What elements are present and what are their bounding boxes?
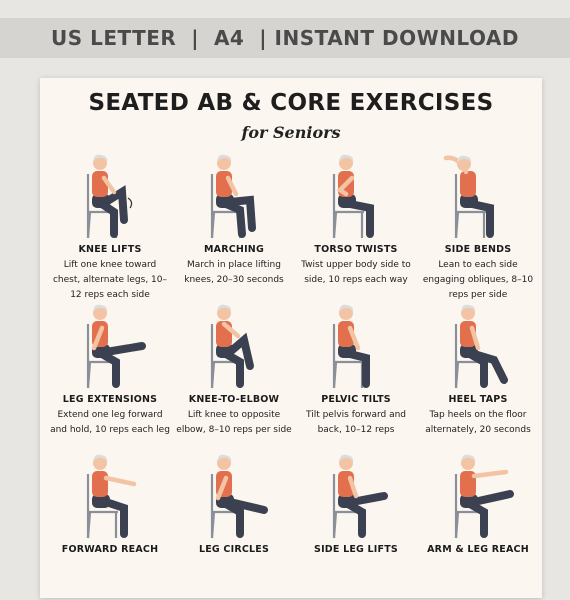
format-banner <box>0 18 570 58</box>
exercise-card <box>414 450 542 600</box>
exercise-name: SIDE BENDS <box>444 244 512 255</box>
forward-reach-figure-icon <box>80 450 140 545</box>
exercise-description: Lean to each side engaging obliques, 8–10 reps per side <box>422 260 534 300</box>
heel-tap-figure-icon <box>448 300 508 395</box>
exercise-description: Tap heels on the floor alternately, 20 seconds <box>425 410 531 435</box>
exercise-card <box>46 450 174 600</box>
exercise-name: ARM & LEG REACH <box>427 544 529 555</box>
side-leg-lift-figure-icon <box>326 450 386 545</box>
exercise-name: PELVIC TILTS <box>321 394 391 405</box>
poster-title: SEATED AB & CORE EXERCISES <box>88 90 494 116</box>
exercise-name: KNEE LIFTS <box>78 244 142 255</box>
exercise-card <box>414 150 542 300</box>
exercise-description: Tilt pelvis forward and back, 10–12 reps <box>305 410 407 435</box>
leg-extension-figure-icon <box>80 300 140 395</box>
exercise-name: LEG CIRCLES <box>198 544 270 555</box>
exercise-card <box>170 150 298 300</box>
exercise-name: TORSO TWISTS <box>314 244 398 255</box>
exercise-card <box>170 300 298 450</box>
knee-lift-figure-icon <box>80 150 140 245</box>
leg-circle-figure-icon <box>204 450 264 545</box>
marching-figure-icon <box>204 150 264 245</box>
arm-leg-reach-figure-icon <box>448 450 508 545</box>
exercise-name: KNEE-TO-ELBOW <box>188 394 280 405</box>
exercise-card <box>292 300 420 450</box>
pelvic-tilt-figure-icon <box>326 300 386 395</box>
exercise-card <box>292 150 420 300</box>
side-bend-figure-icon <box>448 150 508 245</box>
exercise-description: Twist upper body side to side, 10 reps each way <box>301 260 411 285</box>
exercise-name: HEEL TAPS <box>448 394 508 405</box>
exercise-name: MARCHING <box>204 244 264 255</box>
exercise-card <box>46 150 174 300</box>
poster-sheet <box>40 78 542 598</box>
torso-twist-figure-icon <box>326 150 386 245</box>
exercise-card <box>46 300 174 450</box>
format-banner-text: US LETTER | A4 | INSTANT DOWNLOAD <box>50 26 520 50</box>
exercise-name: LEG EXTENSIONS <box>62 394 158 405</box>
poster-subtitle: for Seniors <box>241 123 341 142</box>
exercise-description: March in place lifting knees, 20–30 seconds <box>184 260 284 285</box>
exercise-description: Lift knee to opposite elbow, 8–10 reps per side <box>176 410 292 435</box>
exercise-card <box>292 450 420 600</box>
exercise-name: SIDE LEG LIFTS <box>314 544 398 555</box>
exercise-name: FORWARD REACH <box>61 544 159 555</box>
knee-to-elbow-figure-icon <box>204 300 264 395</box>
exercise-card <box>170 450 298 600</box>
exercise-description: Extend one leg forward and hold, 10 reps each leg <box>50 410 170 435</box>
exercise-description: Lift one knee toward chest, alternate legs, 10–12 reps each side <box>52 260 167 300</box>
exercise-card <box>414 300 542 450</box>
